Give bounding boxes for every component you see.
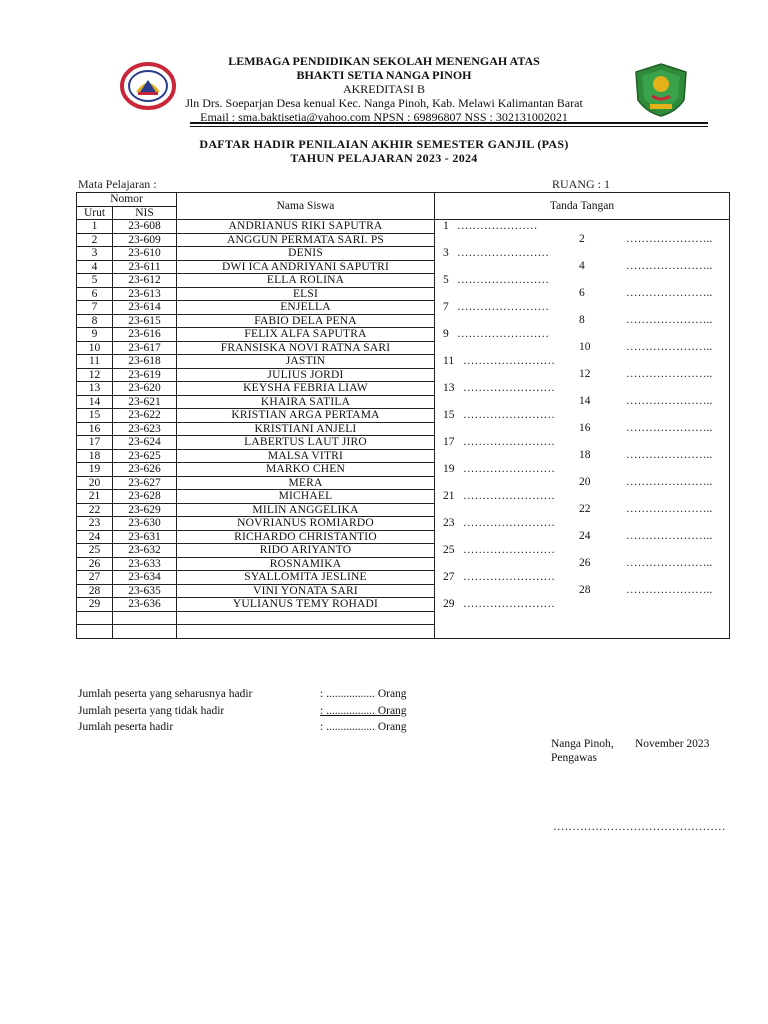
cell-nama: MERA [177, 476, 435, 490]
header-nomor: Nomor [77, 193, 177, 207]
signature-dots[interactable]: …………………… [463, 543, 555, 556]
cell-nis: 23-608 [113, 220, 177, 234]
table-row [77, 544, 730, 558]
cell-nis: 23-620 [113, 382, 177, 396]
cell-nis: 23-617 [113, 341, 177, 355]
cell-nis: 23-612 [113, 274, 177, 288]
signature-dots[interactable]: …………………… [463, 489, 555, 502]
table-row [77, 314, 730, 328]
signature-date: November 2023 [635, 738, 710, 750]
signature-number: 14 [579, 395, 591, 407]
cell-tanda-tangan [435, 314, 730, 328]
school-name: BHAKTI SETIA NANGA PINOH [296, 68, 472, 82]
signature-number: 9 [443, 327, 449, 340]
signature-number: 18 [579, 449, 591, 461]
cell-urut: 10 [77, 341, 113, 355]
signature-number: 24 [579, 530, 591, 542]
cell-nama: ELSI [177, 287, 435, 301]
summary-absent-value: : ................. Orang [320, 705, 407, 717]
cell-tanda-tangan [435, 611, 730, 625]
cell-tanda-tangan [435, 220, 730, 234]
cell-nama: RICHARDO CHRISTANTIO [177, 530, 435, 544]
cell-nama: ENJELLA [177, 301, 435, 315]
cell-nama: MARKO CHEN [177, 463, 435, 477]
cell-tanda-tangan [435, 368, 730, 382]
cell-tanda-tangan [435, 409, 730, 423]
signature-dots[interactable]: …………………… [463, 381, 555, 394]
cell-urut: 1 [77, 220, 113, 234]
cell-urut: 15 [77, 409, 113, 423]
cell-tanda-tangan [435, 436, 730, 450]
accreditation: AKREDITASI B [342, 82, 426, 96]
signature-number: 25 [443, 543, 455, 556]
signature-number: 16 [579, 422, 591, 434]
signature-number: 4 [579, 260, 585, 272]
cell-tanda-tangan [435, 449, 730, 463]
cell-nama: ROSNAMIKA [177, 557, 435, 571]
cell-tanda-tangan [435, 530, 730, 544]
signature-number: 23 [443, 516, 455, 529]
signature-number: 17 [443, 435, 455, 448]
cell-urut: 25 [77, 544, 113, 558]
table-row [77, 260, 730, 274]
cell-nis: 23-625 [113, 449, 177, 463]
table-row [77, 584, 730, 598]
cell-nama: JULIUS JORDI [177, 368, 435, 382]
signature-number: 29 [443, 597, 455, 610]
cell-tanda-tangan [435, 274, 730, 288]
cell-nis: 23-623 [113, 422, 177, 436]
cell-nama [177, 611, 435, 625]
cell-nama: JASTIN [177, 355, 435, 369]
cell-urut: 14 [77, 395, 113, 409]
cell-urut: 2 [77, 233, 113, 247]
cell-nama: SYALLOMITA JESLINE [177, 571, 435, 585]
signature-dots[interactable]: ………………….. [626, 449, 713, 461]
school-address: Jln Drs. Soeparjan Desa kenual Kec. Nanga Pinoh, Kab. Melawi Kalimantan Barat [185, 96, 583, 110]
signature-dots[interactable]: ………………….. [626, 233, 713, 245]
signature-number: 3 [443, 246, 449, 259]
signature-number: 26 [579, 557, 591, 569]
cell-urut: 7 [77, 301, 113, 315]
cell-nis: 23-609 [113, 233, 177, 247]
signature-place: Nanga Pinoh, [551, 738, 614, 750]
signature-number: 11 [443, 354, 455, 367]
cell-nama: KEYSHA FEBRIA LIAW [177, 382, 435, 396]
document-title: DAFTAR HADIR PENILAIAN AKHIR SEMESTER GANJIL (PAS) [199, 137, 569, 151]
attendance-table [76, 192, 730, 639]
cell-tanda-tangan [435, 355, 730, 369]
cell-tanda-tangan [435, 557, 730, 571]
cell-urut: 8 [77, 314, 113, 328]
signature-number: 28 [579, 584, 591, 596]
cell-nis: 23-614 [113, 301, 177, 315]
cell-nama: VINI YONATA SARI [177, 584, 435, 598]
cell-nis: 23-635 [113, 584, 177, 598]
signature-dots[interactable]: ………………….. [626, 422, 713, 434]
signature-dots[interactable]: ………………….. [626, 287, 713, 299]
cell-nama: ELLA ROLINA [177, 274, 435, 288]
table-row [77, 571, 730, 585]
cell-tanda-tangan [435, 571, 730, 585]
signature-dots[interactable]: …………………… [457, 300, 549, 313]
table-row [77, 341, 730, 355]
header-nama: Nama Siswa [177, 193, 435, 220]
table-row [77, 598, 730, 612]
header-divider [190, 122, 708, 124]
table-row [77, 422, 730, 436]
table-row [77, 503, 730, 517]
table-row [77, 301, 730, 315]
cell-nis: 23-628 [113, 490, 177, 504]
cell-urut: 21 [77, 490, 113, 504]
cell-nama: FABIO DELA PENA [177, 314, 435, 328]
signature-dots[interactable]: ………………….. [626, 530, 713, 542]
cell-nama: MILIN ANGGELIKA [177, 503, 435, 517]
cell-urut: 16 [77, 422, 113, 436]
signature-number: 2 [579, 233, 585, 245]
signature-number: 8 [579, 314, 585, 326]
table-row [77, 382, 730, 396]
cell-urut: 5 [77, 274, 113, 288]
table-row [77, 409, 730, 423]
cell-tanda-tangan [435, 584, 730, 598]
signature-number: 5 [443, 273, 449, 286]
cell-nis: 23-629 [113, 503, 177, 517]
cell-urut: 24 [77, 530, 113, 544]
signature-number: 27 [443, 570, 455, 583]
institution-name: LEMBAGA PENDIDIKAN SEKOLAH MENENGAH ATAS [228, 54, 540, 68]
table-row [77, 355, 730, 369]
table-row [77, 368, 730, 382]
signature-number: 20 [579, 476, 591, 488]
room-label: RUANG : 1 [552, 177, 611, 191]
cell-tanda-tangan [435, 395, 730, 409]
table-row [77, 328, 730, 342]
signature-dots[interactable]: ………………….. [626, 395, 713, 407]
signature-number: 19 [443, 462, 455, 475]
cell-nis: 23-624 [113, 436, 177, 450]
cell-nis: 23-622 [113, 409, 177, 423]
cell-tanda-tangan [435, 463, 730, 477]
cell-tanda-tangan [435, 260, 730, 274]
table-row [77, 530, 730, 544]
cell-nis: 23-627 [113, 476, 177, 490]
cell-nama: FELIX ALFA SAPUTRA [177, 328, 435, 342]
cell-urut: 13 [77, 382, 113, 396]
cell-tanda-tangan [435, 247, 730, 261]
cell-tanda-tangan [435, 598, 730, 612]
header-divider-thin [190, 126, 708, 127]
cell-urut: 4 [77, 260, 113, 274]
cell-tanda-tangan [435, 476, 730, 490]
cell-urut [77, 611, 113, 625]
signature-dots[interactable]: …………………… [457, 327, 549, 340]
table-row [77, 557, 730, 571]
cell-tanda-tangan [435, 503, 730, 517]
signature-number: 10 [579, 341, 591, 353]
cell-urut: 6 [77, 287, 113, 301]
cell-nis: 23-611 [113, 260, 177, 274]
signature-number: 22 [579, 503, 591, 515]
header-nis: NIS [113, 206, 177, 220]
cell-nama: KHAIRA SATILA [177, 395, 435, 409]
signature-dots[interactable]: ………………….. [626, 368, 713, 380]
cell-nama: YULIANUS TEMY ROHADI [177, 598, 435, 612]
signature-number: 21 [443, 489, 455, 502]
cell-nama: FRANSISKA NOVI RATNA SARI [177, 341, 435, 355]
signature-dots[interactable]: ………………….. [626, 314, 713, 326]
signature-line: ……………………………………… [553, 821, 726, 833]
cell-nis: 23-632 [113, 544, 177, 558]
cell-tanda-tangan [435, 490, 730, 504]
signature-dots[interactable]: …………………… [463, 597, 555, 610]
signature-number: 7 [443, 300, 449, 313]
cell-tanda-tangan [435, 382, 730, 396]
cell-urut: 9 [77, 328, 113, 342]
signature-number: 1 [443, 220, 449, 232]
school-contact: Email : sma.baktisetia@yahoo.com NPSN : 69896807 NSS : 302131002021 [200, 110, 568, 124]
cell-nama: ANDRIANUS RIKI SAPUTRA [177, 220, 435, 234]
signature-number: 12 [579, 368, 591, 380]
cell-nis: 23-619 [113, 368, 177, 382]
cell-nis [113, 625, 177, 639]
table-row [77, 517, 730, 531]
signature-number: 13 [443, 381, 455, 394]
table-row [77, 274, 730, 288]
cell-urut: 11 [77, 355, 113, 369]
table-row [77, 490, 730, 504]
cell-nama: DWI ICA ANDRIYANI SAPUTRI [177, 260, 435, 274]
cell-nis: 23-616 [113, 328, 177, 342]
cell-nis: 23-633 [113, 557, 177, 571]
signature-dots[interactable]: …………………… [457, 246, 549, 259]
table-row [77, 247, 730, 261]
header-urut: Urut [77, 206, 113, 220]
signature-number: 6 [579, 287, 585, 299]
cell-urut: 17 [77, 436, 113, 450]
table-row [77, 463, 730, 477]
academic-year: TAHUN PELAJARAN 2023 - 2024 [290, 151, 478, 165]
cell-nama: ANGGUN PERMATA SARI. PS [177, 233, 435, 247]
signature-dots[interactable]: …………………… [463, 516, 555, 529]
cell-nama: KRISTIANI ANJELI [177, 422, 435, 436]
cell-nis: 23-615 [113, 314, 177, 328]
cell-nama: NOVRIANUS ROMIARDO [177, 517, 435, 531]
cell-nama: RIDO ARIYANTO [177, 544, 435, 558]
cell-urut: 19 [77, 463, 113, 477]
summary-expected-label: Jumlah peserta yang seharusnya hadir [78, 688, 253, 700]
table-row [77, 476, 730, 490]
cell-tanda-tangan [435, 625, 730, 639]
cell-urut [77, 625, 113, 639]
summary-present-value: : ................. Orang [320, 721, 407, 733]
cell-tanda-tangan [435, 544, 730, 558]
cell-tanda-tangan [435, 517, 730, 531]
cell-nis: 23-630 [113, 517, 177, 531]
signature-dots[interactable]: …………………… [463, 408, 555, 421]
cell-nis: 23-626 [113, 463, 177, 477]
cell-nama: MALSA VITRI [177, 449, 435, 463]
subject-label: Mata Pelajaran : [78, 177, 157, 191]
signature-dots[interactable]: ………………… [457, 220, 538, 232]
header-tanda-tangan: Tanda Tangan [435, 193, 730, 220]
cell-nama: LABERTUS LAUT JIRO [177, 436, 435, 450]
table-row [77, 449, 730, 463]
cell-tanda-tangan [435, 287, 730, 301]
signature-dots[interactable]: ………………….. [626, 476, 713, 488]
signature-role: Pengawas [551, 752, 597, 764]
cell-urut: 23 [77, 517, 113, 531]
signature-dots[interactable]: …………………… [463, 354, 555, 367]
signature-dots[interactable]: ………………….. [626, 503, 713, 515]
cell-tanda-tangan [435, 301, 730, 315]
cell-nis: 23-631 [113, 530, 177, 544]
cell-urut: 28 [77, 584, 113, 598]
cell-urut: 12 [77, 368, 113, 382]
cell-nama: MICHAEL [177, 490, 435, 504]
cell-tanda-tangan [435, 328, 730, 342]
cell-nama [177, 625, 435, 639]
cell-nis: 23-610 [113, 247, 177, 261]
table-row [77, 436, 730, 450]
table-row [77, 287, 730, 301]
cell-nis: 23-618 [113, 355, 177, 369]
cell-nis: 23-621 [113, 395, 177, 409]
cell-nis: 23-634 [113, 571, 177, 585]
cell-urut: 26 [77, 557, 113, 571]
signature-dots[interactable]: …………………… [457, 273, 549, 286]
signature-dots[interactable]: ………………….. [626, 260, 713, 272]
signature-dots[interactable]: …………………… [463, 570, 555, 583]
cell-urut: 3 [77, 247, 113, 261]
summary-expected-value: : ................. Orang [320, 688, 407, 700]
signature-number: 15 [443, 408, 455, 421]
signature-dots[interactable]: ………………….. [626, 341, 713, 353]
table-row [77, 395, 730, 409]
cell-nama: KRISTIAN ARGA PERTAMA [177, 409, 435, 423]
summary-present-label: Jumlah peserta hadir [78, 721, 174, 733]
table-row-blank [77, 611, 730, 625]
cell-nis: 23-613 [113, 287, 177, 301]
cell-urut: 22 [77, 503, 113, 517]
cell-tanda-tangan [435, 341, 730, 355]
cell-tanda-tangan [435, 422, 730, 436]
signature-dots[interactable]: ………………….. [626, 557, 713, 569]
cell-urut: 27 [77, 571, 113, 585]
cell-nis: 23-636 [113, 598, 177, 612]
signature-dots[interactable]: …………………… [463, 435, 555, 448]
cell-nama: DENIS [177, 247, 435, 261]
table-row [77, 233, 730, 247]
summary-absent-label: Jumlah peserta yang tidak hadir [78, 705, 225, 717]
table-row [77, 220, 730, 234]
cell-tanda-tangan [435, 233, 730, 247]
table-row-blank [77, 625, 730, 639]
signature-dots[interactable]: …………………… [463, 462, 555, 475]
signature-dots[interactable]: ………………….. [626, 584, 713, 596]
cell-urut: 20 [77, 476, 113, 490]
cell-urut: 29 [77, 598, 113, 612]
cell-urut: 18 [77, 449, 113, 463]
cell-nis [113, 611, 177, 625]
